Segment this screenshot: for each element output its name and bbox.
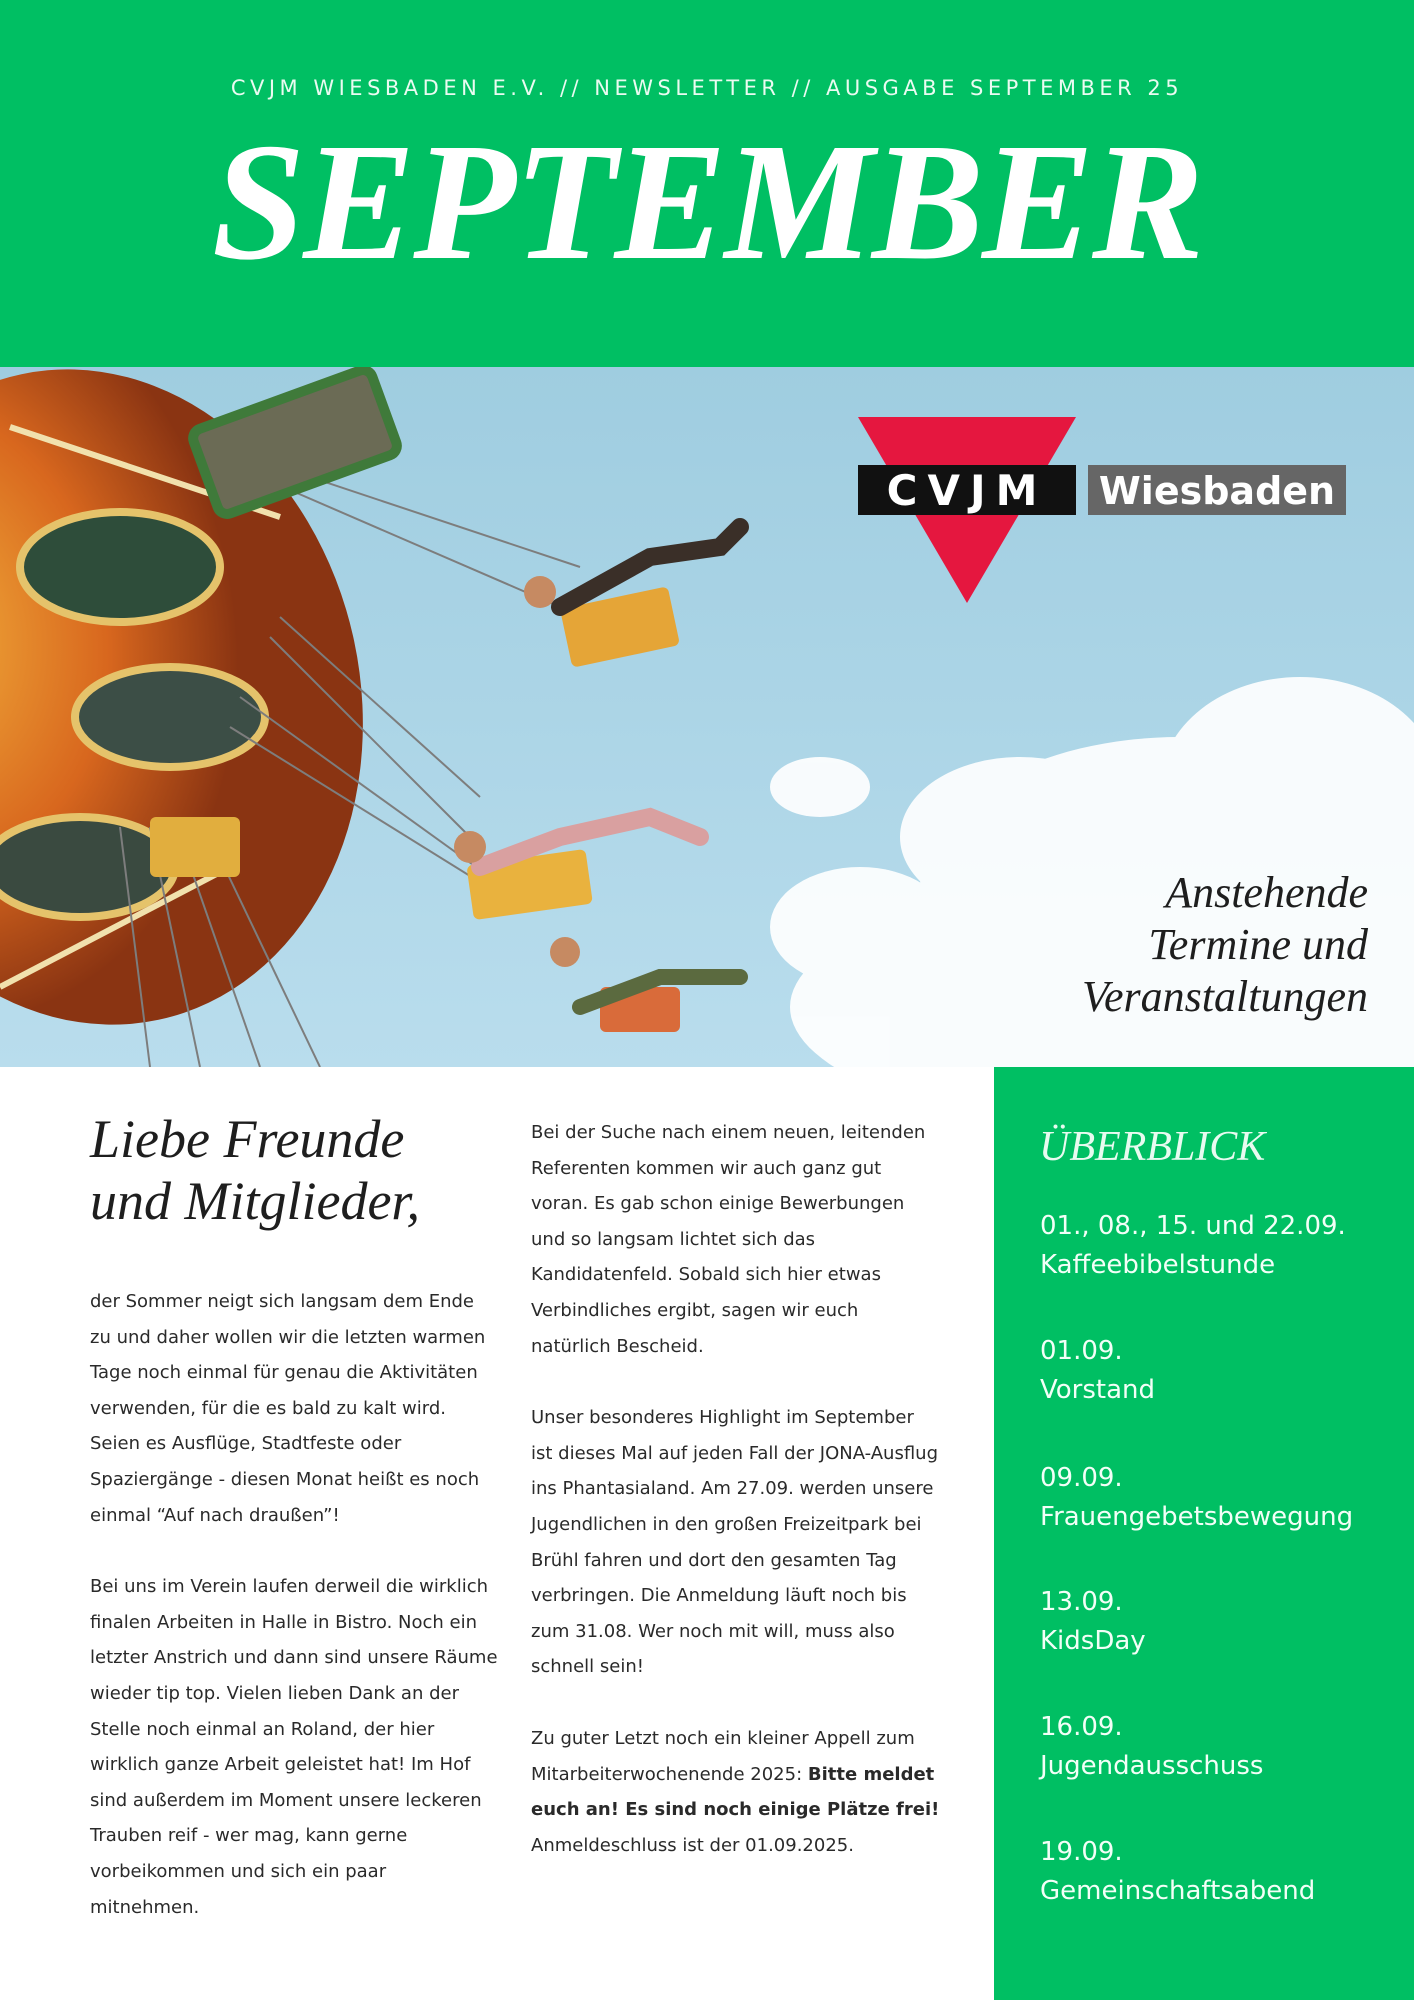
overview-title: ÜBERBLICK: [1039, 1124, 1266, 1170]
hero-image: [0, 367, 1414, 1067]
letter-left-column: [90, 1108, 500, 1925]
event-date: 01., 08., 15. und 22.09.: [1040, 1211, 1346, 1241]
greeting-heading: [90, 1108, 500, 1232]
event-date: 19.09.: [1040, 1837, 1123, 1867]
header-banner: [0, 0, 1414, 367]
letter-middle-column: [531, 1115, 941, 1863]
closing-outro: Anmeldeschluss ist der 01.09.2025.: [531, 1834, 854, 1856]
letter-paragraph: Bei der Suche nach einem neuen, leitenden Referenten kommen wir auch ganz gut voran. Es gab schon einige Bewerbungen und so langsam lichtet sich das Kandidatenfeld. Sobald sich hier etwas Verbindliches ergibt, sagen wir euch natürlich Bescheid.: [531, 1122, 926, 1357]
cvjm-logo: [858, 417, 1348, 607]
closing-paragraph: [531, 1721, 941, 1863]
event-date: 01.09.: [1040, 1336, 1123, 1366]
event-item: [1040, 1583, 1146, 1661]
greeting-line: Liebe Freunde: [90, 1109, 405, 1169]
hero-caption-line: Anstehende: [1165, 868, 1368, 917]
page-title: SEPTEMBER: [211, 109, 1203, 295]
cvjm-triangle-icon: [858, 417, 1348, 607]
hero-caption-line: Veranstaltungen: [1082, 972, 1368, 1021]
event-item: [1040, 1332, 1155, 1410]
event-name: Gemeinschaftsabend: [1040, 1876, 1316, 1906]
greeting-line: und Mitglieder,: [90, 1171, 420, 1231]
overview-sidebar: [994, 1067, 1414, 2000]
event-item: [1040, 1708, 1263, 1786]
event-date: 09.09.: [1040, 1463, 1123, 1493]
event-name: Kaffeebibelstunde: [1040, 1250, 1276, 1280]
event-name: KidsDay: [1040, 1626, 1146, 1656]
closing-intro: Zu guter Letzt noch ein kleiner Appell zum Mitarbeiterwochenende 2025:: [531, 1727, 915, 1785]
event-date: 13.09.: [1040, 1587, 1123, 1617]
letter-paragraph: der Sommer neigt sich langsam dem Ende zu und daher wollen wir die letzten warmen Tage noch einmal für genau die Aktivitäten verwenden, für die es bald zu kalt wird. Seien es Ausflüge, Stadtfeste oder Spaziergänge - diesen Monat heißt es noch einmal “Auf nach draußen”!: [90, 1291, 486, 1526]
logo-mark: CVJM: [886, 466, 1048, 515]
hero-caption-line: Termine und: [1148, 920, 1368, 969]
hero-caption: [1082, 867, 1368, 1023]
event-date: 16.09.: [1040, 1712, 1123, 1742]
letter-paragraph: Unser besonderes Highlight im September ist dieses Mal auf jeden Fall der JONA-Ausflug ins Phantasialand. Am 27.09. werden unsere Jugendlichen in den großen Freizeitpark bei Brühl fahren und dort den gesamten Tag verbringen. Die Anmeldung läuft noch bis zum 31.08. Wer noch mit will, muss also schnell sein!: [531, 1407, 939, 1678]
event-item: [1040, 1833, 1315, 1911]
logo-name: Wiesbaden: [1098, 469, 1336, 513]
event-name: Frauengebetsbewegung: [1040, 1502, 1354, 1532]
event-name: Vorstand: [1040, 1375, 1156, 1405]
closing-appeal: Bitte meldet euch an! Es sind noch einige Plätze frei!: [531, 1763, 940, 1821]
event-name: Jugendausschuss: [1040, 1751, 1264, 1781]
event-item: [1040, 1459, 1353, 1537]
letter-paragraph: Bei uns im Verein laufen derweil die wirklich finalen Arbeiten in Halle in Bistro. Noch ein letzter Anstrich und dann sind unsere Räume wieder tip top. Vielen lieben Dank an der Stelle noch einmal an Roland, der hier wirklich ganze Arbeit geleistet hat! Im Hof sind außerdem im Moment unsere leckeren Trauben reif - wer mag, kann gerne vorbeikommen und sich ein paar mitnehmen.: [90, 1576, 498, 1918]
newsletter-kicker: CVJM WIESBADEN E.V. // NEWSLETTER // AUSGABE SEPTEMBER 25: [230, 76, 1184, 100]
event-item: [1040, 1207, 1346, 1285]
